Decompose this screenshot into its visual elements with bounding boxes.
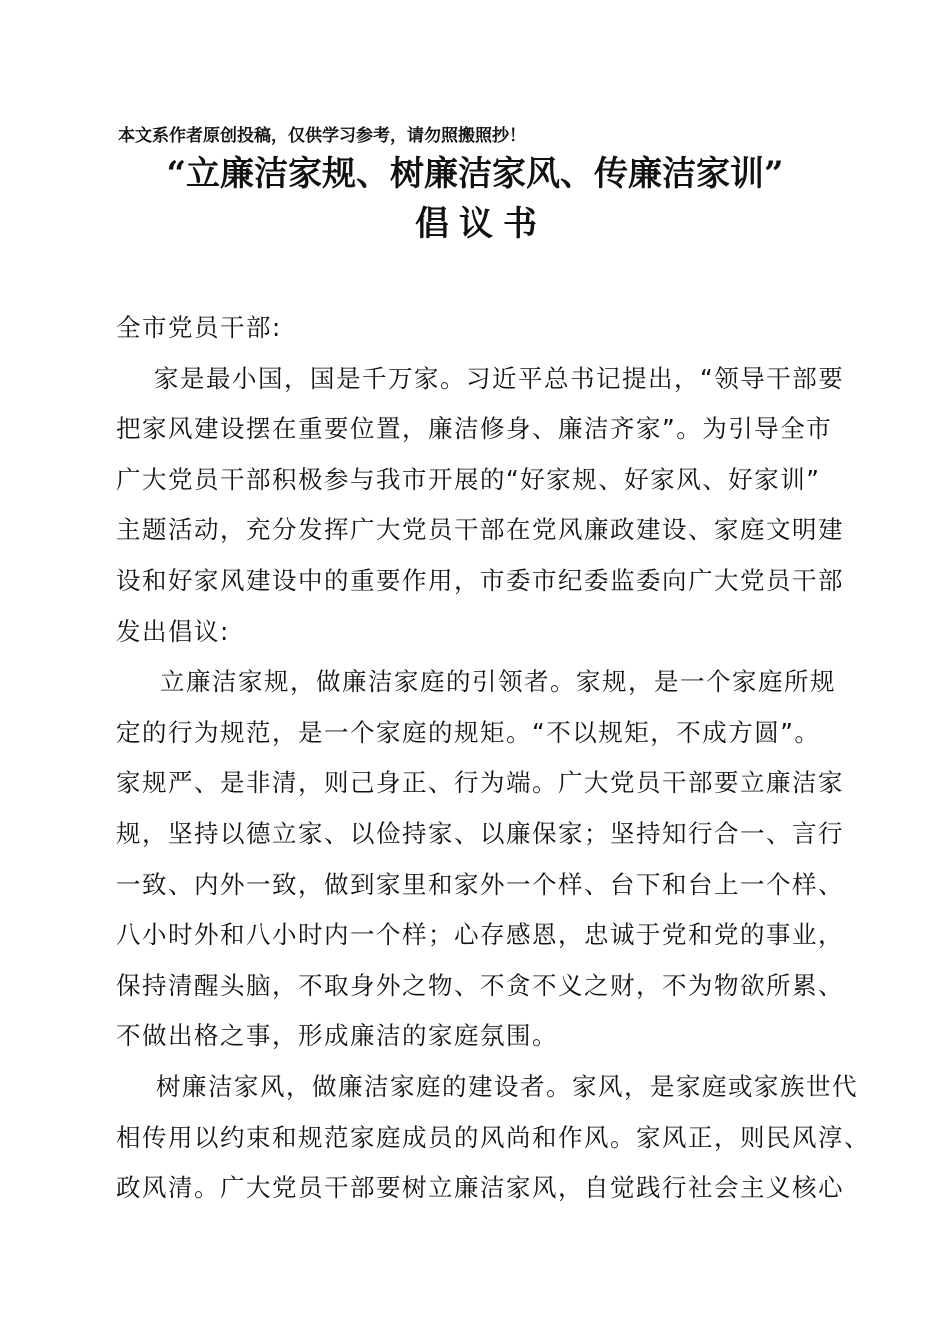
- paragraph-line: 政风清。广大党员干部要树立廉洁家风，自觉践行社会主义核心: [116, 1173, 844, 1203]
- paragraph-line: 立廉洁家规，做廉洁家庭的引领者。家规，是一个家庭所规: [160, 667, 836, 697]
- paragraph-line: 规，坚持以德立家、以俭持家、以廉保家；坚持知行合一、言行: [116, 818, 844, 848]
- paragraph-line: 主题活动，充分发挥广大党员干部在党风廉政建设、家庭文明建: [116, 515, 844, 545]
- paragraph-line: 保持清醒头脑，不取身外之物、不贪不义之财，不为物欲所累、: [116, 970, 844, 1000]
- paragraph-line: 一致、内外一致，做到家里和家外一个样、台下和台上一个样、: [116, 869, 844, 899]
- paragraph-line: 定的行为规范，是一个家庭的规矩。“不以规矩，不成方圆”。: [116, 717, 821, 747]
- paragraph-line: 相传用以约束和规范家庭成员的风尚和作风。家风正，则民风淳、: [116, 1122, 870, 1152]
- document-body: [116, 303, 870, 1214]
- document-subtitle: 倡议书: [415, 204, 547, 244]
- paragraph-line: 不做出格之事，形成廉洁的家庭氛围。: [116, 1021, 558, 1051]
- document-title: “立廉洁家规、树廉洁家风、传廉洁家训”: [166, 154, 784, 194]
- paragraph-line: 树廉洁家风，做廉洁家庭的建设者。家风，是家庭或家族世代: [156, 1071, 858, 1101]
- paragraph-line: 家是最小国，国是千万家。习近平总书记提出，“领导干部要: [154, 363, 845, 393]
- paragraph-line: 家规严、是非清，则己身正、行为端。广大党员干部要立廉洁家: [116, 768, 844, 798]
- paragraph-line: 广大党员干部积极参与我市开展的“好家规、好家风、好家训”: [116, 464, 821, 494]
- salutation: 全市党员干部:: [116, 313, 282, 342]
- copyright-notice: 本文系作者原创投稿，仅供学习参考，请勿照搬照抄！: [118, 126, 526, 146]
- paragraph-line: 把家风建设摆在重要位置，廉洁修身、廉洁齐家”。为引导全市: [116, 414, 833, 444]
- paragraph-line: 发出倡议:: [116, 616, 230, 646]
- paragraph-line: 八小时外和八小时内一个样；心存感恩，忠诚于党和党的事业，: [116, 920, 844, 950]
- paragraph-line: 设和好家风建设中的重要作用，市委市纪委监委向广大党员干部: [116, 565, 844, 595]
